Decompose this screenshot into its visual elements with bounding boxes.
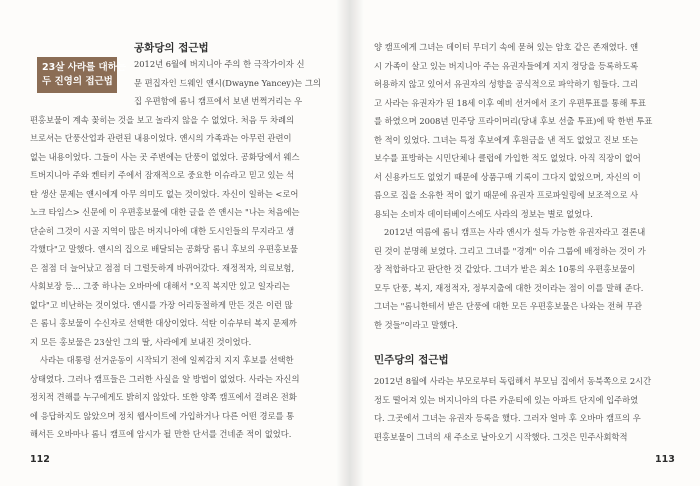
right-body-text-top [374,38,674,334]
text-line: 장 적합하다고 판단한 것 같았다. 그녀가 받은 최소 10통의 우편홍보물이 [374,264,636,274]
text-line: 단순히 그것이 시골 지역이 많은 버지니아에 대한 도시인들의 무지라고 생 [30,225,295,236]
gutter-shadow [336,0,350,486]
right-page [350,0,700,486]
text-line: 2012년 8월에 사라는 부모로부터 독립해서 부모님 집에서 동북쪽으로 2시간 [374,376,652,386]
left-body-text [30,55,321,444]
text-line: 린 것이 분명해 보였다. 그리고 그녀를 "경계" 이슈 그룹에 배정하는 것이 가 [374,245,646,256]
text-line: 양 캠프에게 그녀는 데이터 무더기 속에 묻혀 있는 암호 같은 존재였다. 얜 [374,42,639,52]
section-title-democrat: 민주당의 접근법 [374,354,449,366]
text-line: 노크 타임스> 신문에 이 우편홍보물에 대한 글을 쓴 얜시는 "나는 처음에는 [30,207,300,217]
text-line: 허용하지 않고 있어서 유권자의 성향을 공식적으로 파악하기 힘들다. 그리 [374,79,639,89]
text-line: 용되는 소비자 데이터베이스에도 사라의 정보는 별로 없었다. [374,208,593,219]
text-line: 사회보장 등... 그중 하나는 오바마에 대해서 "오직 복지만 있고 일자리는 [30,281,290,291]
right-body-text-bottom [374,372,674,446]
text-line: 은 롬니 홍보물이 수신자로 선택한 대상이었다. 석탄 이슈부터 복지 문제까 [30,318,297,328]
page-number-right: 113 [655,454,675,465]
text-line: 다. 그곳에서 그녀는 유권자 등록을 했다. 그러자 얼마 후 오바마 캠프의 우 [374,413,641,423]
text-line: 탄 생산 문제는 얜시에게 아무 의미도 없는 것이었다. 자신이 일하는 <로어 [30,188,299,199]
text-line: 를 하였으며 2008년 민주당 프라이머리(당내 후보 선출 투표)에 딱 한번 투표 [374,116,653,126]
text-line: 2012년 6월에 버지니아 주의 한 극작가이자 신 [134,59,305,69]
text-line: 없는 내용이었다. 그들이 사는 곳 주변에는 단풍이 없었다. 공화당에서 웨스 [30,151,300,162]
text-line: 문 편집자인 드웨인 얜시(Dwayne Yancey)는 그의 [134,77,321,88]
text-line: 정도 떨어져 있는 버지니아의 다른 카운티에 있는 아파트 단지에 입주하였 [374,394,639,405]
text-line: 고 사라는 유권자가 된 18세 이후 예비 선거에서 조기 우편투표를 통해 투표 [374,97,646,108]
text-line: 상태였다. 그러나 캠프들은 그러한 사실을 알 방법이 없었다. 사라는 자신의 [30,373,300,384]
text-line: 름으로 집을 소유한 적이 없기 때문에 유권자 프로파일링에 보조적으로 사 [374,190,639,200]
text-line: 편홍보물이 그녀의 새 주소로 날아오기 시작했다. 그것은 민주사회학적 [374,431,628,442]
text-line: 해서든 오바마나 롬니 캠프에 암시가 될 만한 단서를 건네준 적이 없었다. [30,429,292,439]
text-line: 서 신용카드도 없었기 때문에 상품구매 기록이 그다지 없었으며, 자신의 이 [374,171,641,182]
text-line: 보수를 표방하는 시민단체나 클럽에 가입한 적도 없었다. 아직 직장이 없어 [374,153,641,163]
text-line: 에 응답하지도 않았으며 정치 웹사이트에 가입하거나 다른 어떤 경로를 통 [30,410,295,421]
page-number-left: 112 [30,454,50,465]
text-line: 없다"고 비난하는 것이었다. 얜시를 가장 어리둥절하게 만든 것은 이런 많 [30,299,293,310]
text-line: 편홍보물이 계속 꽂히는 것을 보고 놀라지 않을 수 없었다. 처음 두 차례의 [30,114,295,125]
text-line: 그녀는 "롬니한테서 받은 단풍에 대한 모든 우편홍보물은 나와는 전혀 무관 [374,301,642,311]
text-line: 트버지니아 주와 켄터키 주에서 잠재적으로 중요한 이슈라고 믿고 있는 석 [30,170,295,180]
text-line: 2012년 여름에 롬니 캠프는 사라 얜시가 설득 가능한 유권자라고 결론내 [384,227,646,237]
sidebar-heading-line: 23살 사라를 대하는 [42,62,127,73]
text-line: 모두 단풍, 복지, 재정적자, 정부지출에 대한 것이라는 점이 이를 말해 준다. [374,282,644,293]
text-line: 브로셔는 단풍산업과 관련된 내용이었다. 얜시의 가족과는 아무런 관련이 [30,133,292,143]
text-line: 은 점점 더 늘어났고 점점 더 그럴듯하게 바뀌어갔다. 재정적자, 의료보험, [30,262,295,273]
text-line: 시 가족이 살고 있는 버지니아 주는 유권자들에게 지지 정당을 등록하도록 [374,60,639,71]
text-line: 한 것들"이라고 말했다. [374,319,458,330]
text-line: 정치적 견해를 누구에게도 밝히지 않았다. 또한 양쪽 캠프에서 걸려온 전화 [30,392,297,402]
text-line: 사라는 대통령 선거운동이 시작되기 전에 일찌감치 지지 후보를 선택한 [40,355,294,365]
sidebar-heading-line: 두 진영의 접근법 [42,76,113,87]
text-line: 지 모든 홍보물은 23살인 그의 딸, 사라에게 보내진 것이었다. [30,336,252,347]
text-line: 한 적이 있었다. 그녀는 특정 후보에게 후원금을 낸 적도 없었고 진보 또는 [374,134,639,145]
section-title-republican: 공화당의 접근법 [134,42,209,54]
text-line: 집 우편함에 롬니 캠프에서 보낸 번쩍거리는 우 [134,96,303,106]
text-line: 각했다"고 말했다. 얜시의 집으로 배달되는 공화당 롬니 후보의 우편홍보물 [30,244,298,254]
gutter-shadow [350,0,364,486]
